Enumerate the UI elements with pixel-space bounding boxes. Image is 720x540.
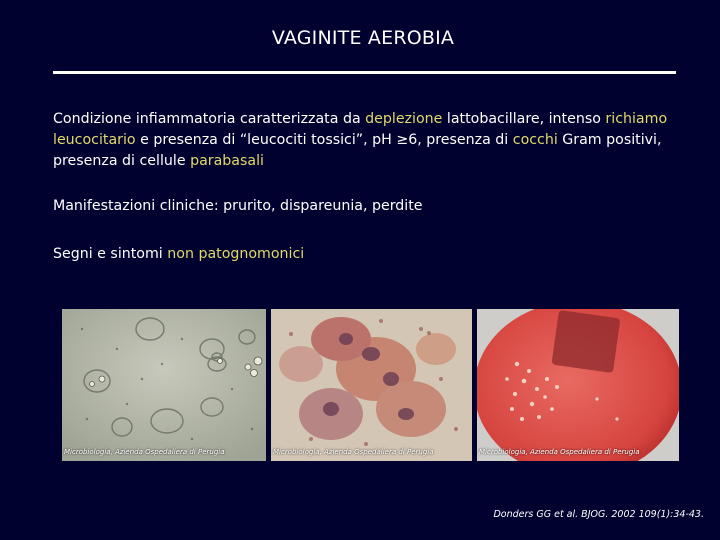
highlight-richiamo-leucocitario: richiamo leucocitario [53,111,668,148]
highlight-non-patognomonici: non patognomonici [167,246,305,262]
photo-caption: Microbiologia, Azienda Ospedaliera di Perugia [273,448,434,456]
slide-title: VAGINITE AEROBIA [271,27,455,49]
definition-text-2: lattobacillare, intenso [442,111,606,127]
definition-text-1: Condizione infiammatoria caratterizzata da [53,111,366,127]
definition-text-3: e presenza di “leucociti tossici”, pH ≥6, presenza di [135,132,513,148]
highlight-deplezione: deplezione [365,111,443,127]
photo-caption: Microbiologia, Azienda Ospedaliera di Perugia [64,448,225,456]
highlight-parabasali: parabasali [190,153,264,169]
signs-paragraph [53,244,693,265]
blood-agar-plate-icon [477,309,679,461]
wet-mount-micrograph [62,309,266,461]
photo-caption: Microbiologia, Azienda Ospedaliera di Perugia [479,448,640,456]
highlight-cocchi: cocchi [512,132,558,148]
definition-paragraph [53,109,693,172]
stained-smear-micrograph [271,309,472,461]
reference-citation: Donders GG et al. BJOG. 2002 109(1):34-43. [493,509,704,520]
blood-agar-plate-photo [477,309,679,461]
clinical-manifestations-paragraph: Manifestazioni cliniche: prurito, dispareunia, perdite [53,198,423,214]
stained-smear-micrograph-icon [271,309,472,461]
title-divider [53,71,676,74]
wet-mount-micrograph-icon [62,309,266,461]
definition-text-4: Gram positivi, presenza di cellule [53,132,662,169]
signs-text: Segni e sintomi [53,246,168,262]
